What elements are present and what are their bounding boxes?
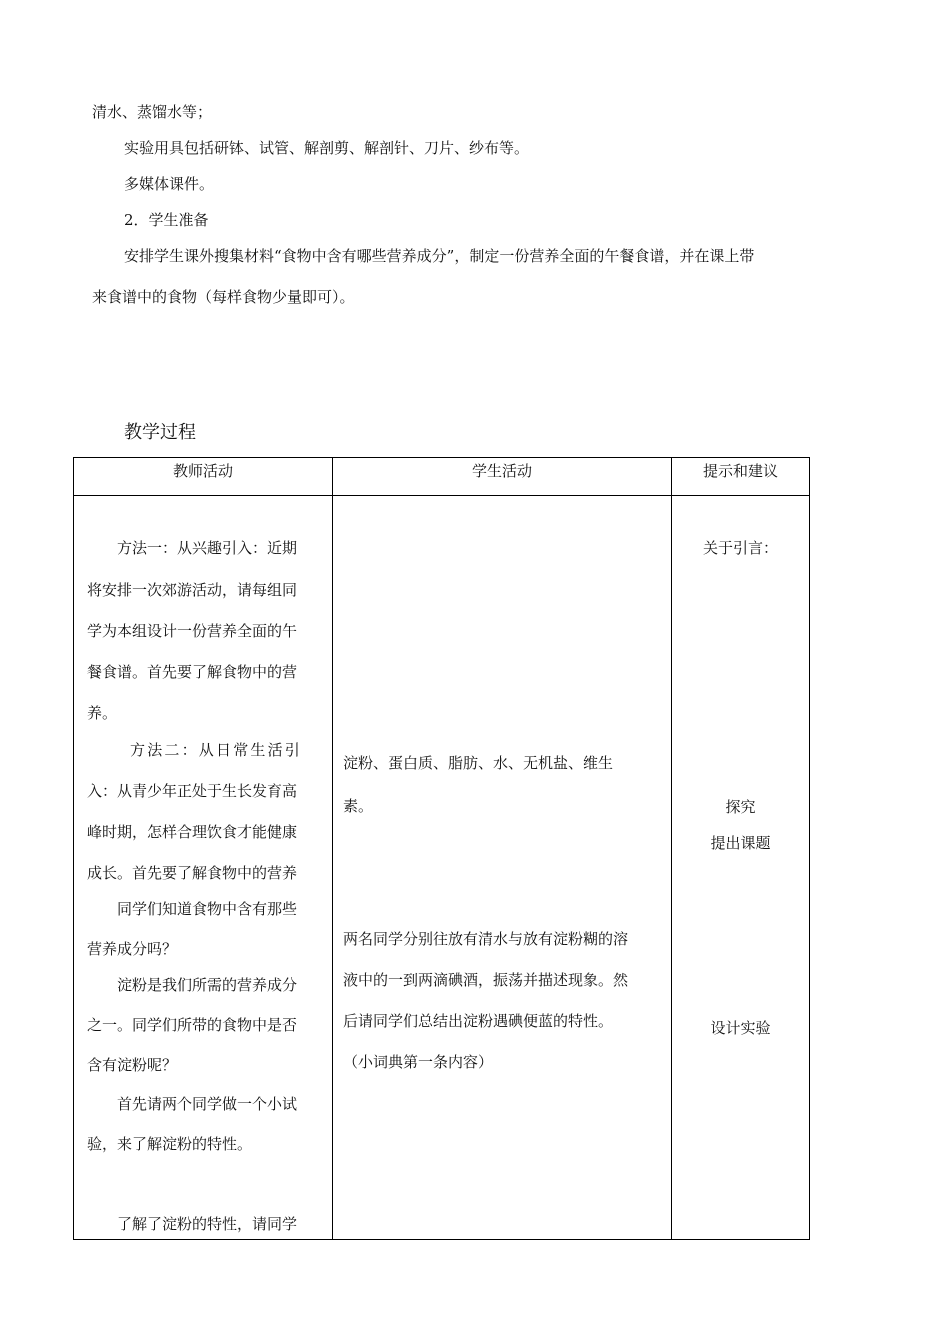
teacher-line: 首先请两个同学做一个小试 xyxy=(117,1095,298,1113)
teacher-line: 养。 xyxy=(87,704,118,722)
student-line: （小词典第一条内容） xyxy=(343,1053,494,1071)
tips-line: 提出课题 xyxy=(710,834,771,852)
tips-line: 关于引言： xyxy=(702,539,778,557)
teacher-line: 含有淀粉呢？ xyxy=(87,1056,178,1074)
teacher-line: 将安排一次郊游活动，请每组同 xyxy=(87,581,298,599)
teacher-line: 峰时期，怎样合理饮食才能健康 xyxy=(87,823,298,841)
prep-line-5a: 安排学生课外搜集材料“食物中含有哪些营养成分”，制定一份营养全面的午餐食谱，并在课上带 xyxy=(124,247,755,265)
teacher-line: 方法一：从兴趣引入：近期 xyxy=(117,539,298,557)
prep-line-5b: 来食谱中的食物（每样食物少量即可）。 xyxy=(92,288,355,306)
teacher-line: 方法二：从日常生活引 xyxy=(130,741,303,759)
student-line: 淀粉、蛋白质、脂肪、水、无机盐、维生 xyxy=(343,754,614,772)
teacher-line: 同学们知道食物中含有那些 xyxy=(117,900,298,918)
prep-line-1: 清水、蒸馏水等； xyxy=(92,103,213,121)
tips-line: 设计实验 xyxy=(710,1019,771,1037)
tips-cell xyxy=(672,496,810,1240)
student-line: 素。 xyxy=(343,797,374,815)
tips-line: 探究 xyxy=(725,798,756,816)
prep-line-4: 2．学生准备 xyxy=(124,211,209,229)
student-line: 后请同学们总结出淀粉遇碘便蓝的特性。 xyxy=(343,1012,614,1030)
teacher-line: 学为本组设计一份营养全面的午 xyxy=(87,622,298,640)
section-title: 教学过程 xyxy=(124,422,196,443)
teacher-line: 淀粉是我们所需的营养成分 xyxy=(117,976,298,994)
header-tips: 提示和建议 xyxy=(672,458,810,496)
teaching-process-table xyxy=(73,457,810,1240)
teacher-line: 了解了淀粉的特性，请同学 xyxy=(117,1215,298,1233)
header-student-activity: 学生活动 xyxy=(333,458,672,496)
teacher-line: 之一。同学们所带的食物中是否 xyxy=(87,1016,298,1034)
teacher-line: 入：从青少年正处于生长发育高 xyxy=(87,782,298,800)
teacher-line: 营养成分吗？ xyxy=(87,940,178,958)
table-row xyxy=(74,496,810,1240)
teacher-line: 餐食谱。首先要了解食物中的营 xyxy=(87,663,298,681)
student-activity-cell xyxy=(333,496,672,1240)
table-header-row xyxy=(74,458,810,496)
prep-line-2: 实验用具包括研钵、试管、解剖剪、解剖针、刀片、纱布等。 xyxy=(124,139,530,157)
header-teacher-activity: 教师活动 xyxy=(74,458,333,496)
student-line: 两名同学分别往放有清水与放有淀粉糊的溶 xyxy=(343,930,629,948)
prep-line-3: 多媒体课件。 xyxy=(124,175,215,193)
student-line: 液中的一到两滴碘酒，振荡并描述现象。然 xyxy=(343,971,629,989)
teacher-line: 成长。首先要了解食物中的营养 xyxy=(87,864,298,882)
teacher-line: 验，来了解淀粉的特性。 xyxy=(87,1135,253,1153)
teacher-activity-cell xyxy=(74,496,333,1240)
